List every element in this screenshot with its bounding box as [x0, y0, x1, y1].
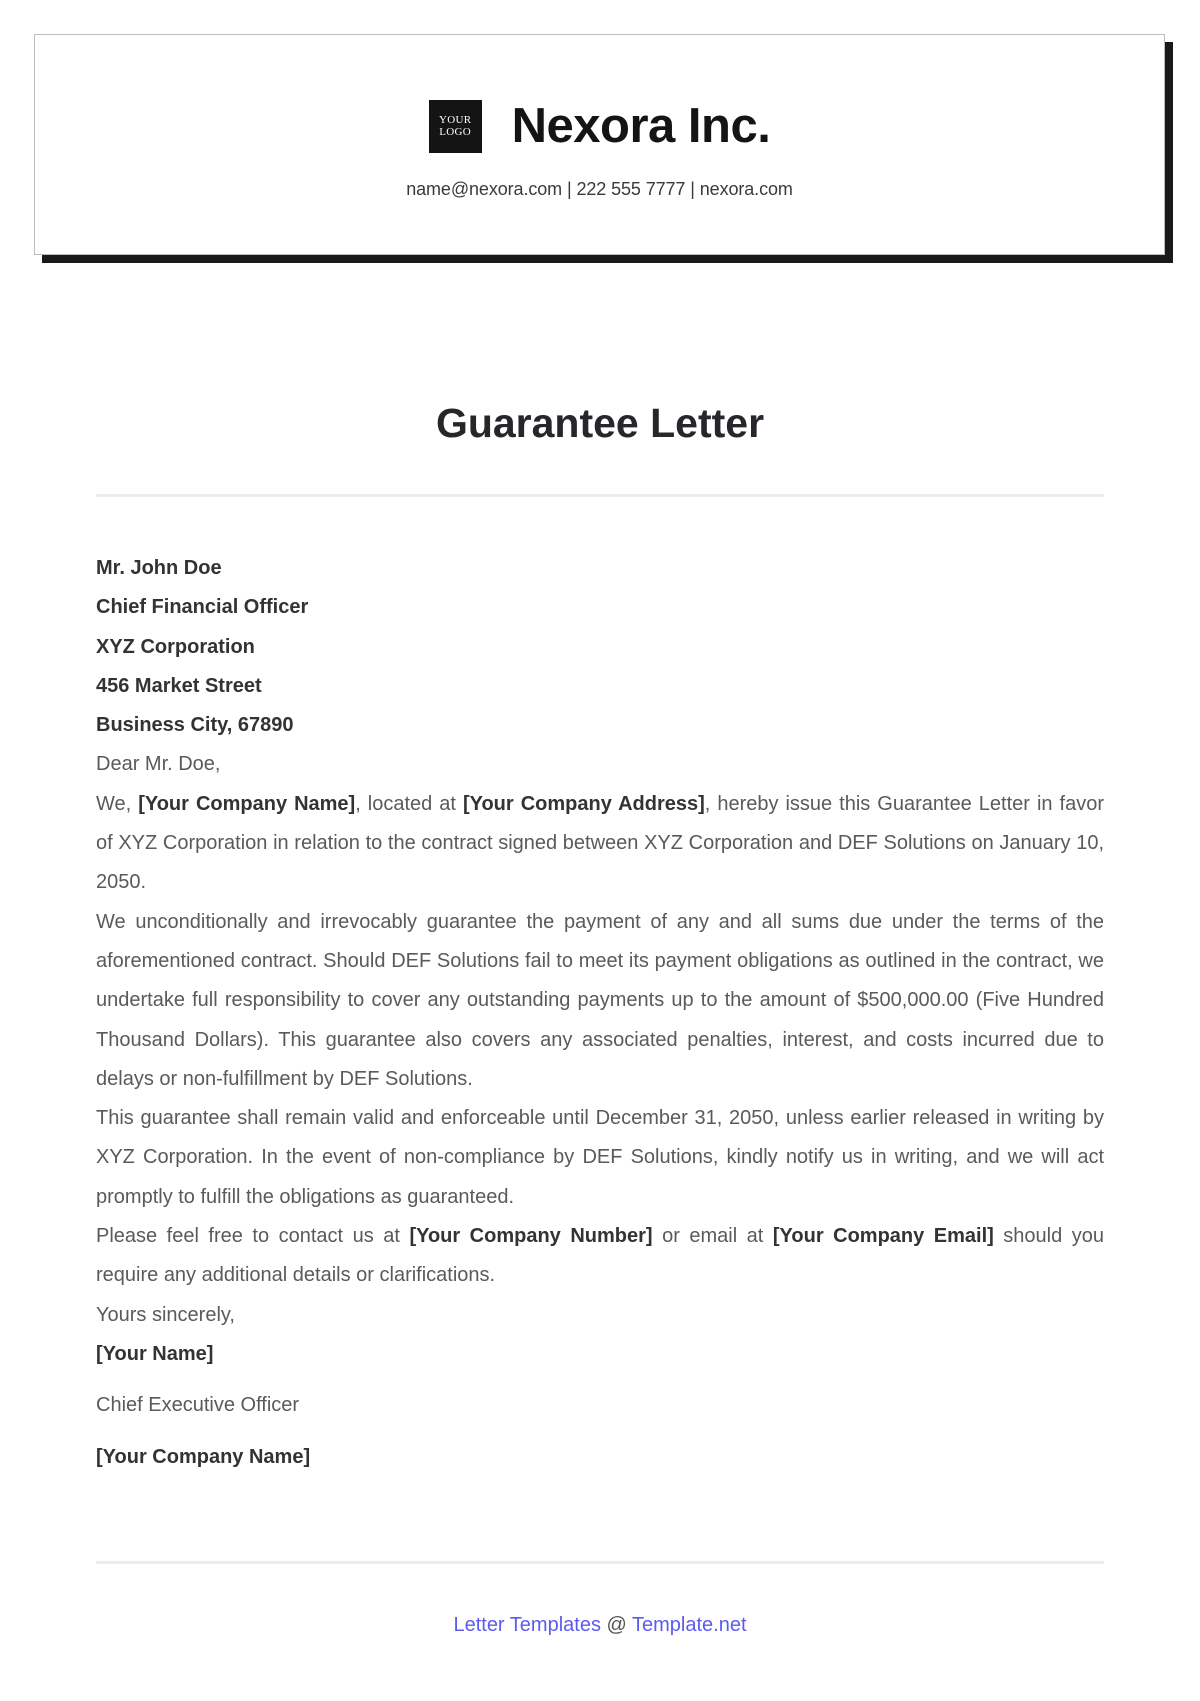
logo-text-line1: YOUR [438, 114, 472, 126]
contact-line [35, 179, 1164, 200]
contact-separator: | [562, 179, 577, 199]
recipient-street: 456 Market Street [96, 674, 262, 697]
signer-company: [Your Company Name] [96, 1445, 311, 1468]
placeholder-company-address: [Your Company Address] [462, 792, 705, 815]
footer [0, 1614, 1200, 1637]
logo-placeholder [429, 100, 482, 153]
text: , located at [355, 792, 463, 815]
signer-name: [Your Name] [96, 1342, 214, 1365]
logo-text-line2: LOGO [439, 126, 472, 138]
contact-email: name@nexora.com [406, 179, 563, 199]
template-net-link[interactable]: Template.net [632, 1614, 747, 1636]
closing: Yours sincerely, [96, 1303, 235, 1326]
recipient-city: Business City, 67890 [96, 714, 294, 737]
paragraph-3: This guarantee shall remain valid and enforceable until December 31, 2050, unless earlier released in writing by XYZ Corporation. In the event of non-compliance by DEF Solutions, kindly notify us in writing, and we will act promptly to fulfill the obligations as guaranteed. [96, 1107, 1104, 1208]
text: We, [96, 792, 139, 815]
paragraph-1 [96, 785, 1104, 903]
at-sign: @ [600, 1614, 633, 1636]
letterhead [34, 34, 1165, 255]
paragraph-2: We unconditionally and irrevocably guarantee the payment of any and all sums due under the terms of the aforementioned contract. Should DEF Solutions fail to meet its payment obligations as outlined in the contract, we undertake full responsibility to cover any outstanding payments up to the amount of $500,000.00 (Five Hundred Thousand Dollars). This guarantee also covers any associated penalties, interest, and costs incurred due to delays or non-fulfillment by DEF Solutions. [96, 910, 1104, 1090]
paragraph-4 [96, 1217, 1104, 1296]
document-title: Guarantee Letter [435, 400, 765, 446]
text: , hereby issue this Guarantee Letter in favor of XYZ Corporation in relation to the contract signed between XYZ Corporation and DEF Solutions on January 10, 2050. [96, 792, 1104, 894]
text: should you require any additional details or clarifications. [96, 1225, 1105, 1287]
recipient-company: XYZ Corporation [96, 635, 255, 658]
brand-row [35, 99, 1164, 153]
footer-divider [96, 1561, 1104, 1564]
letter-templates-link[interactable]: Letter Templates [453, 1614, 601, 1636]
text: Please feel free to contact us at [96, 1225, 410, 1248]
letter-body [96, 549, 1104, 1477]
recipient-name: Mr. John Doe [96, 557, 222, 579]
placeholder-company-name: [Your Company Name] [138, 792, 356, 815]
placeholder-company-number: [Your Company Number] [409, 1225, 653, 1248]
placeholder-company-email: [Your Company Email] [772, 1225, 994, 1248]
signer-title: Chief Executive Officer [96, 1394, 300, 1417]
contact-phone: 222 555 7777 [576, 179, 686, 199]
company-name: Nexora Inc. [511, 99, 771, 153]
contact-separator: | [685, 179, 700, 199]
recipient-title: Chief Financial Officer [96, 596, 309, 619]
contact-website: nexora.com [699, 179, 793, 199]
title-divider [96, 494, 1104, 497]
text: or email at [652, 1225, 773, 1248]
salutation: Dear Mr. Doe, [96, 753, 221, 776]
